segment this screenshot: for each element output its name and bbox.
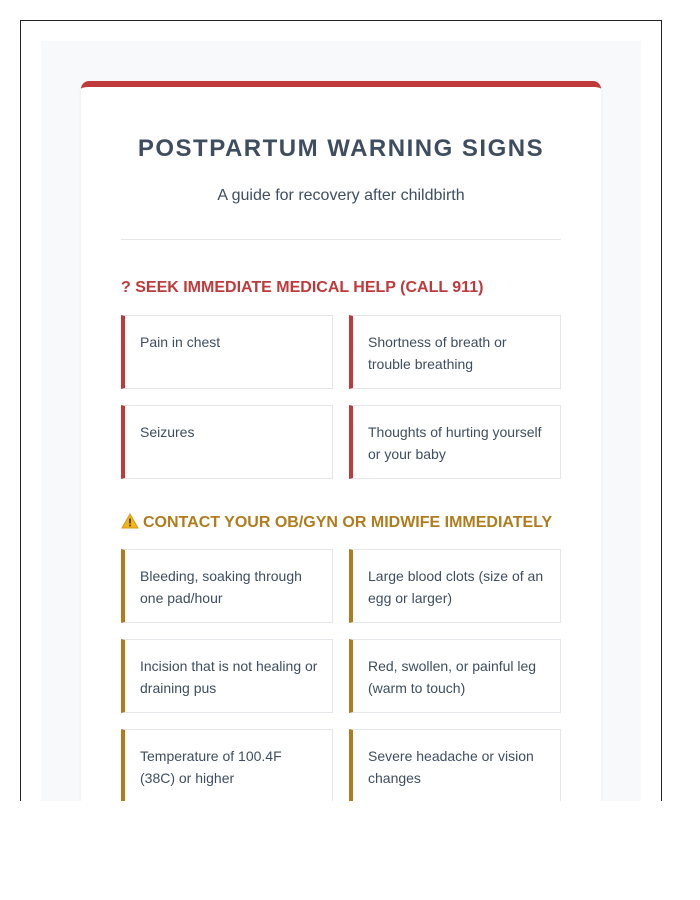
warning-triangle-icon xyxy=(121,513,139,529)
urgent-sign-item: Temperature of 100.4F (38C) or higher xyxy=(121,729,333,801)
urgent-section-heading xyxy=(121,513,552,532)
emergency-section-heading: ? SEEK IMMEDIATE MEDICAL HELP (CALL 911) xyxy=(121,279,484,296)
emergency-sign-item: Seizures xyxy=(121,405,333,479)
urgent-sign-item: Red, swollen, or painful leg (warm to touch) xyxy=(349,639,561,713)
emergency-sign-item: Pain in chest xyxy=(121,315,333,389)
header-divider xyxy=(121,239,561,240)
urgent-sign-item: Bleeding, soaking through one pad/hour xyxy=(121,549,333,623)
document-frame xyxy=(20,20,662,801)
page-title: POSTPARTUM WARNING SIGNS xyxy=(137,135,545,162)
urgent-sign-item: Incision that is not healing or draining pus xyxy=(121,639,333,713)
urgent-section-heading-text: CONTACT YOUR OB/GYN OR MIDWIFE IMMEDIATELY xyxy=(143,514,553,531)
page-subtitle: A guide for recovery after childbirth xyxy=(217,187,465,204)
emergency-sign-item: Thoughts of hurting yourself or your baby xyxy=(349,405,561,479)
warning-signs-card xyxy=(81,81,601,801)
urgent-sign-item: Large blood clots (size of an egg or larger) xyxy=(349,549,561,623)
emergency-sign-item: Shortness of breath or trouble breathing xyxy=(349,315,561,389)
urgent-sign-item: Severe headache or vision changes xyxy=(349,729,561,801)
